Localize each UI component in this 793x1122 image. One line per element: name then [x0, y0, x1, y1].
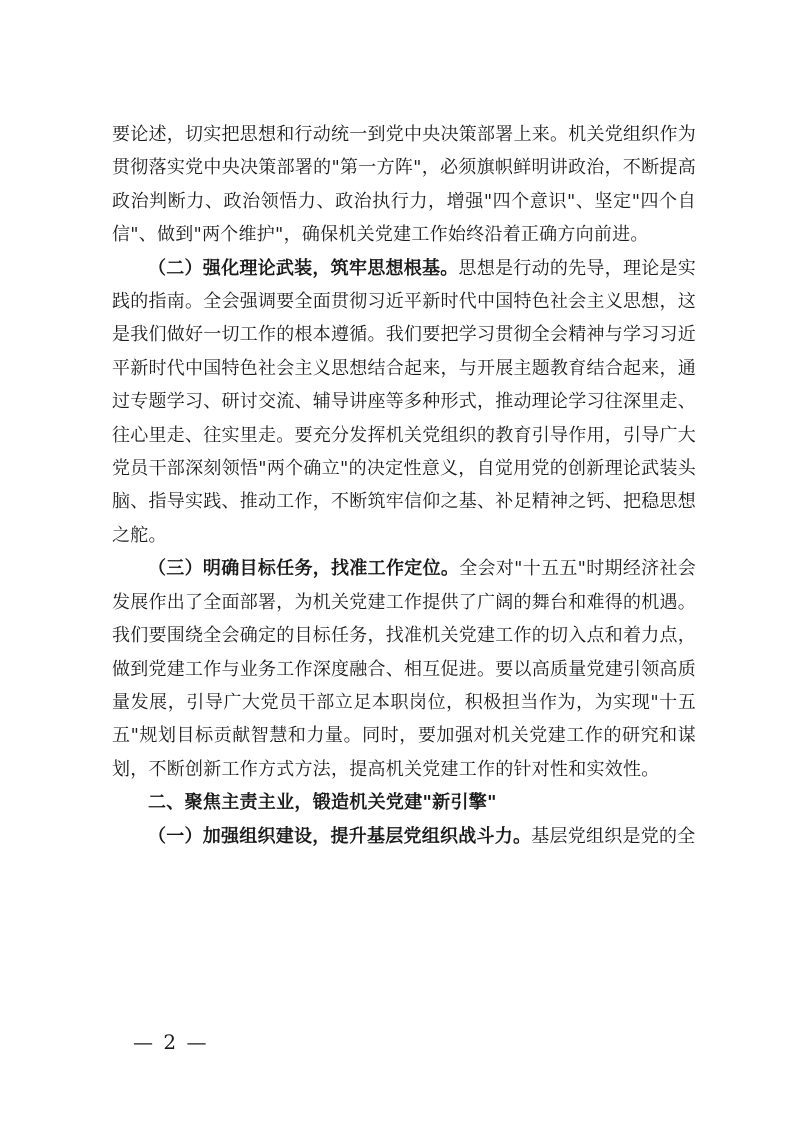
section-heading: 二、聚焦主责主业，锻造机关党建"新引擎"	[148, 792, 497, 814]
paragraph-continuation: 要论述，切实把思想和行动统一到党中央决策部署上来。机关党组织作为贯彻落实党中央决策部署的"第一方阵"，必须旗帜鲜明讲政治，不断提高政治判断力、政治领悟力、政治执行力，增强"四个意识"、坚定"四个自信"、做到"两个维护"，确保机关党建工作始终沿着正确方向前进。	[112, 124, 696, 246]
page-number: — 2 —	[133, 1030, 209, 1054]
paragraph-lead-title: （二）强化理论武装，筑牢思想根基。	[148, 257, 459, 279]
paragraph-goals-tasks	[112, 552, 696, 786]
paragraph-body-text: 思想是行动的先导，理论是实践的指南。全会强调要全面贯彻习近平新时代中国特色社会主义思想，这是我们做好一切工作的根本遵循。我们要把学习贯彻全会精神与学习习近平新时代中国特色社会主义思想结合起来，与开展主题教育结合起来，通过专题学习、研讨交流、辅导讲座等多种形式，推动理论学习往深里走、往心里走、往实里走。要充分发挥机关党组织的教育引导作用，引导广大党员干部深刻领悟"两个确立"的决定性意义，自觉用党的创新理论武装头脑、指导实践、推动工作，不断筑牢信仰之基、补足精神之钙、把稳思想之舵。	[112, 257, 697, 546]
paragraph-theory-study	[112, 252, 696, 553]
document-body	[112, 118, 696, 853]
paragraph-organization-building	[112, 820, 696, 853]
paragraph-lead-title: （一）加强组织建设，提升基层党组织战斗力。	[148, 825, 532, 847]
paragraph-lead-title: （三）明确目标任务，找准工作定位。	[148, 558, 460, 580]
paragraph-body-text: 基层党组织是党的全	[531, 825, 696, 847]
paragraph-body-text: 全会对"十五五"时期经济社会发展作出了全面部署，为机关党建工作提供了广阔的舞台和难得的机遇。我们要围绕全会确定的目标任务，找准机关党建工作的切入点和着力点，做到党建工作与业务工作深度融合、相互促进。要以高质量党建引领高质量发展，引导广大党员干部立足本职岗位，积极担当作为，为实现"十五五"规划目标贡献智慧和力量。同时，要加强对机关党建工作的研究和谋划，不断创新工作方式方法，提高机关党建工作的针对性和实效性。	[112, 558, 697, 780]
